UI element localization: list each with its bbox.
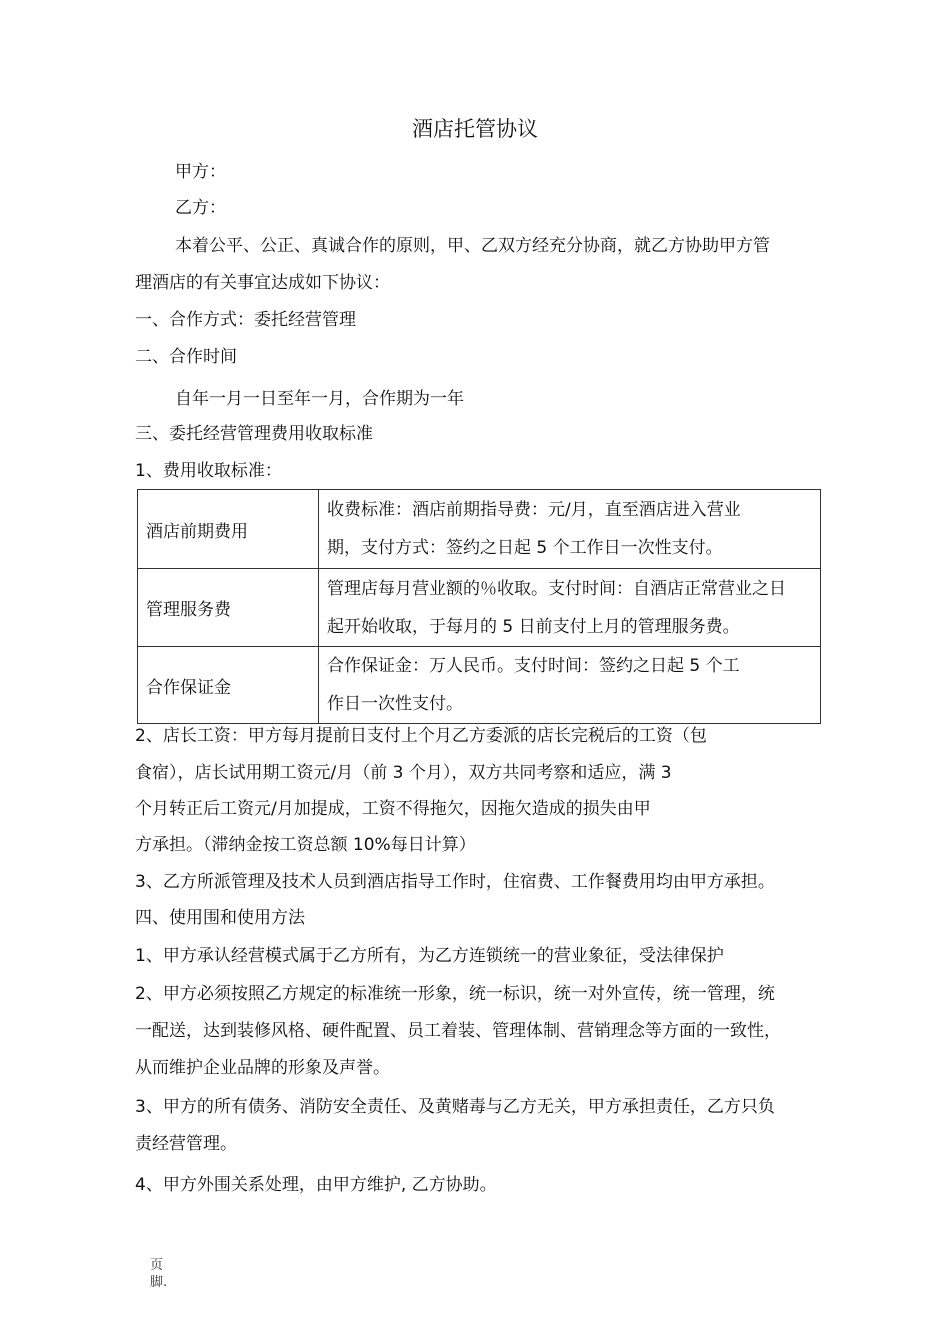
fee-desc-cell bbox=[319, 647, 821, 724]
footer-line: 页 bbox=[150, 1258, 164, 1273]
section-4-item-2-line-1: 2、甲方必须按照乙方规定的标准统一形象，统一标识，统一对外宣传，统一管理，统 bbox=[135, 984, 775, 1004]
fee-desc-cell bbox=[319, 490, 821, 569]
section-3-item-2-line-3: 个月转正后工资元/月加提成，工资不得拖欠，因拖欠造成的损失由甲 bbox=[135, 799, 651, 819]
section-4-heading: 四、使用围和使用方法 bbox=[135, 908, 305, 928]
section-3-item-3: 3、乙方所派管理及技术人员到酒店指导工作时，住宿费、工作餐费用均由甲方承担。 bbox=[135, 872, 775, 892]
fee-desc-line: 收费标准：酒店前期指导费：元/月，直至酒店进入营业 bbox=[327, 500, 741, 520]
intro-line-2: 理酒店的有关事宜达成如下协议： bbox=[135, 273, 390, 293]
section-4-item-2-line-3: 从而维护企业品牌的形象及声誉。 bbox=[135, 1058, 390, 1078]
section-3-item-2-line-4: 方承担。（滞纳金按工资总额 10%每日计算） bbox=[135, 835, 476, 855]
fee-desc-line: 合作保证金：万人民币。支付时间：签约之日起 5 个工 bbox=[327, 656, 740, 676]
section-4-item-3-line-2: 责经营管理。 bbox=[135, 1134, 237, 1154]
party-a-label: 甲方： bbox=[175, 162, 226, 182]
section-4-item-3-line-1: 3、甲方的所有债务、消防安全责任、及黄赌毒与乙方无关，甲方承担责任，乙方只负 bbox=[135, 1097, 775, 1117]
section-3-heading: 三、委托经营管理费用收取标准 bbox=[135, 424, 373, 444]
fee-name-cell: 合作保证金 bbox=[138, 647, 319, 724]
table-row bbox=[138, 490, 821, 569]
section-2-heading: 二、合作时间 bbox=[135, 347, 237, 367]
fee-desc-cell bbox=[319, 569, 821, 647]
section-2-body: 自年一月一日至年一月，合作期为一年 bbox=[175, 389, 464, 409]
intro-line-1: 本着公平、公正、真诚合作的原则，甲、乙双方经充分协商，就乙方协助甲方管 bbox=[175, 236, 770, 256]
section-4-item-4: 4、甲方外围关系处理，由甲方维护, 乙方协助。 bbox=[135, 1175, 497, 1195]
section-3-item-2-line-1: 2、店长工资：甲方每月提前日支付上个月乙方委派的店长完税后的工资（包 bbox=[135, 726, 707, 746]
table-row bbox=[138, 569, 821, 647]
party-b-label: 乙方： bbox=[175, 198, 226, 218]
fee-name-cell: 酒店前期费用 bbox=[138, 490, 319, 569]
section-1-heading: 一、合作方式：委托经营管理 bbox=[135, 310, 356, 330]
page-title: 酒店托管协议 bbox=[412, 117, 538, 141]
fee-desc-line: 期，支付方式：签约之日起 5 个工作日一次性支付。 bbox=[327, 538, 723, 558]
fee-desc-line: 管理店每月营业额的％收取。支付时间：自酒店正常营业之日 bbox=[327, 578, 786, 599]
section-3-item-2-line-2: 食宿），店长试用期工资元/月（前 3 个月），双方共同考察和适应，满 3 bbox=[135, 763, 672, 783]
page-footer bbox=[150, 1257, 167, 1291]
section-3-item-1: 1、费用收取标准： bbox=[135, 461, 282, 481]
footer-line: 脚. bbox=[150, 1275, 168, 1290]
fee-desc-line: 起开始收取，于每月的 5 日前支付上月的管理服务费。 bbox=[327, 616, 740, 637]
table-row bbox=[138, 647, 821, 724]
fee-name-cell: 管理服务费 bbox=[138, 569, 319, 647]
section-4-item-2-line-2: 一配送，达到装修风格、硬件配置、员工着装、管理体制、营销理念等方面的一致性， bbox=[135, 1021, 781, 1041]
section-4-item-1: 1、甲方承认经营模式属于乙方所有，为乙方连锁统一的营业象征，受法律保护 bbox=[135, 946, 724, 966]
fee-desc-line: 作日一次性支付。 bbox=[327, 694, 463, 714]
fee-table bbox=[137, 489, 821, 724]
